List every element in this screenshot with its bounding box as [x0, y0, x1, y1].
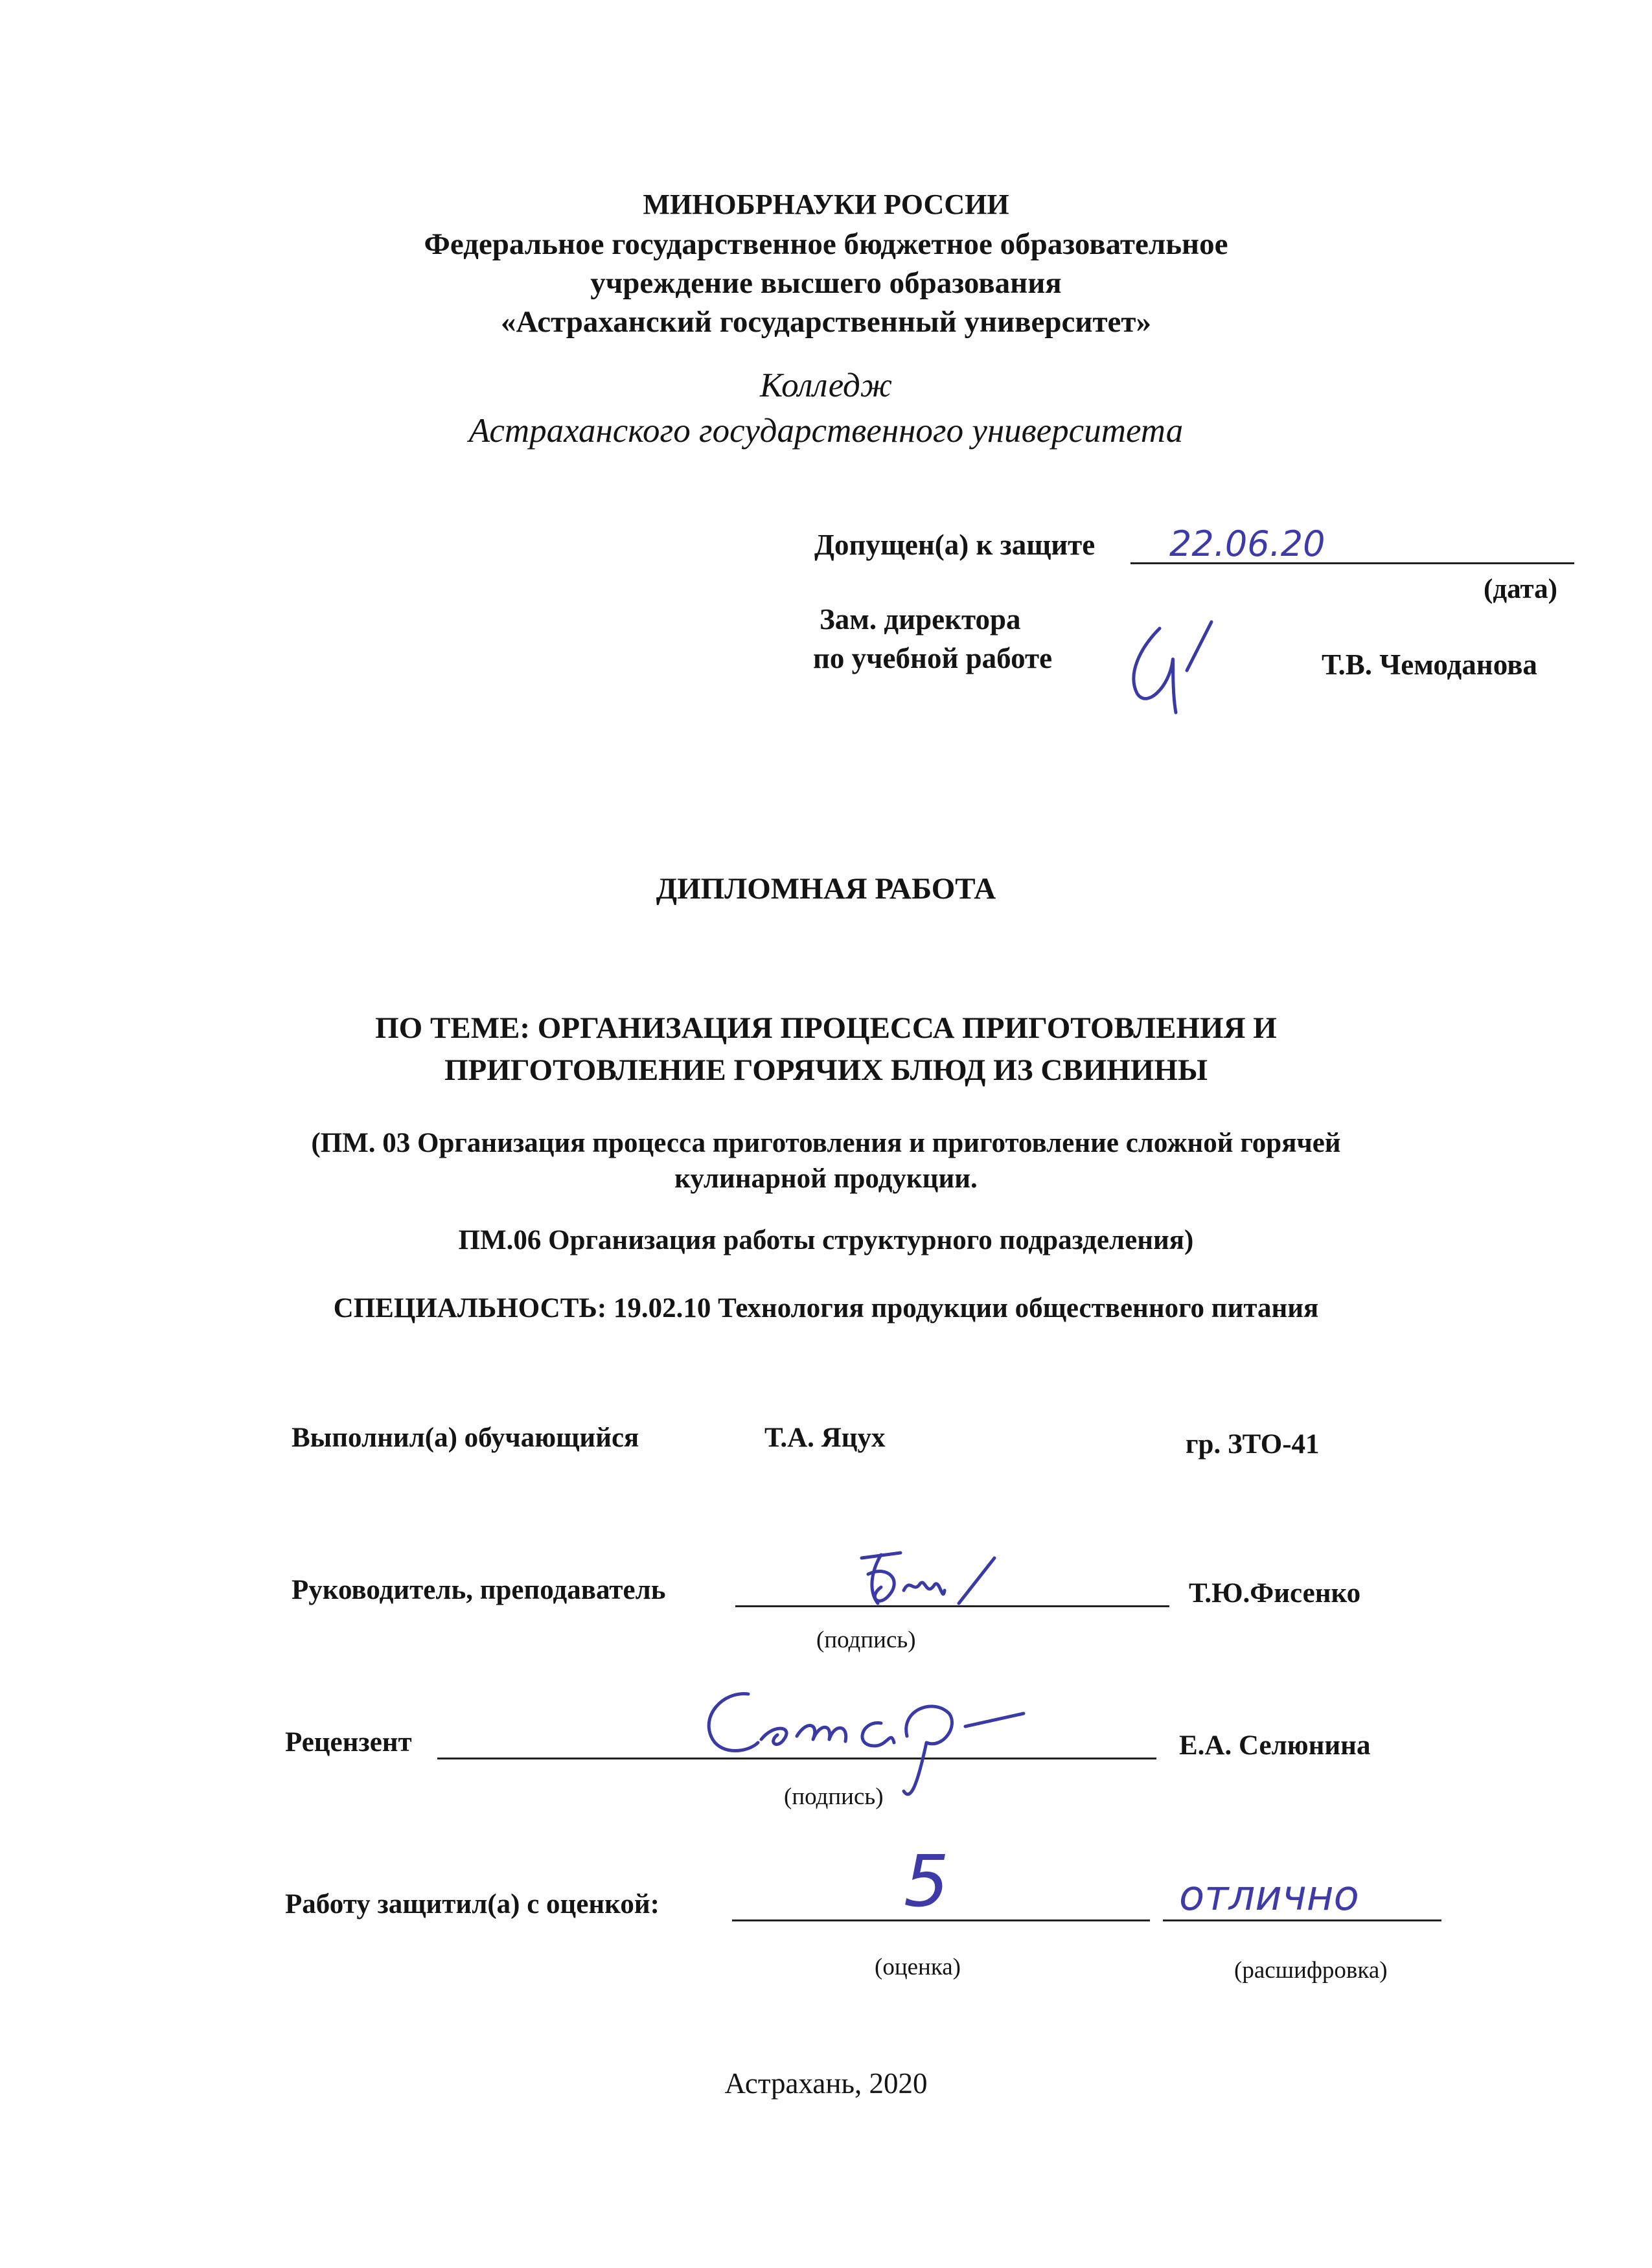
grade-value: 5	[904, 1840, 949, 1923]
work-type: ДИПЛОМНАЯ РАБОТА	[656, 872, 996, 906]
grade-text: отлично	[1179, 1872, 1359, 1920]
grade-caption: (оценка)	[875, 1954, 961, 1980]
topic-line-1: ПО ТЕМЕ: ОРГАНИЗАЦИЯ ПРОЦЕССА ПРИГОТОВЛЕНИЯ И	[375, 1011, 1277, 1045]
deputy-name: Т.В. Чемоданова	[1322, 648, 1537, 681]
defense-label: Работу защитил(а) с оценкой:	[285, 1889, 660, 1919]
deputy-signature	[1114, 615, 1244, 726]
supervisor-signature-caption: (подпись)	[816, 1627, 916, 1653]
ministry-title: МИНОБРНАУКИ РОССИИ	[643, 189, 1009, 220]
grade-text-caption: (расшифровка)	[1234, 1957, 1388, 1984]
city-year: Астрахань, 2020	[724, 2067, 928, 2100]
module-line-3: ПМ.06 Организация работы структурного подразделения)	[458, 1225, 1194, 1255]
reviewer-name: Е.А. Селюнина	[1179, 1730, 1371, 1761]
specialty: СПЕЦИАЛЬНОСТЬ: 19.02.10 Технология продукции общественного питания	[333, 1293, 1319, 1323]
reviewer-label: Рецензент	[285, 1727, 412, 1758]
deputy-title-line-2: по учебной работе	[813, 642, 1053, 674]
supervisor-signature	[849, 1545, 1004, 1616]
module-line-1: (ПМ. 03 Организация процесса приготовления и приготовление сложной горячей	[311, 1128, 1341, 1158]
college-line-2: Астраханского государственного университета	[468, 412, 1184, 450]
topic-line-2: ПРИГОТОВЛЕНИЕ ГОРЯЧИХ БЛЮД ИЗ СВИНИНЫ	[444, 1053, 1208, 1087]
university-name: «Астраханский государственный университет»	[500, 305, 1151, 339]
author-group: гр. ЗТО-41	[1186, 1429, 1320, 1460]
reviewer-signature	[687, 1678, 1050, 1794]
supervisor-label: Руководитель, преподаватель	[292, 1575, 666, 1605]
supervisor-name: Т.Ю.Фисенко	[1189, 1578, 1361, 1609]
institution-line-1: Федеральное государственное бюджетное образовательное	[424, 227, 1228, 261]
college-line-1: Колледж	[759, 367, 893, 404]
institution-line-2: учреждение высшего образования	[590, 266, 1062, 300]
module-line-2: кулинарной продукции.	[674, 1163, 978, 1194]
author-label: Выполнил(а) обучающийся	[292, 1423, 639, 1453]
admitted-date: 22.06.20	[1169, 523, 1325, 564]
date-caption: (дата)	[1484, 574, 1557, 604]
author-name: Т.А. Яцух	[764, 1423, 886, 1453]
reviewer-signature-caption: (подпись)	[784, 1783, 884, 1810]
deputy-title-line-1: Зам. директора	[820, 603, 1021, 636]
admitted-label: Допущен(а) к защите	[814, 529, 1096, 561]
